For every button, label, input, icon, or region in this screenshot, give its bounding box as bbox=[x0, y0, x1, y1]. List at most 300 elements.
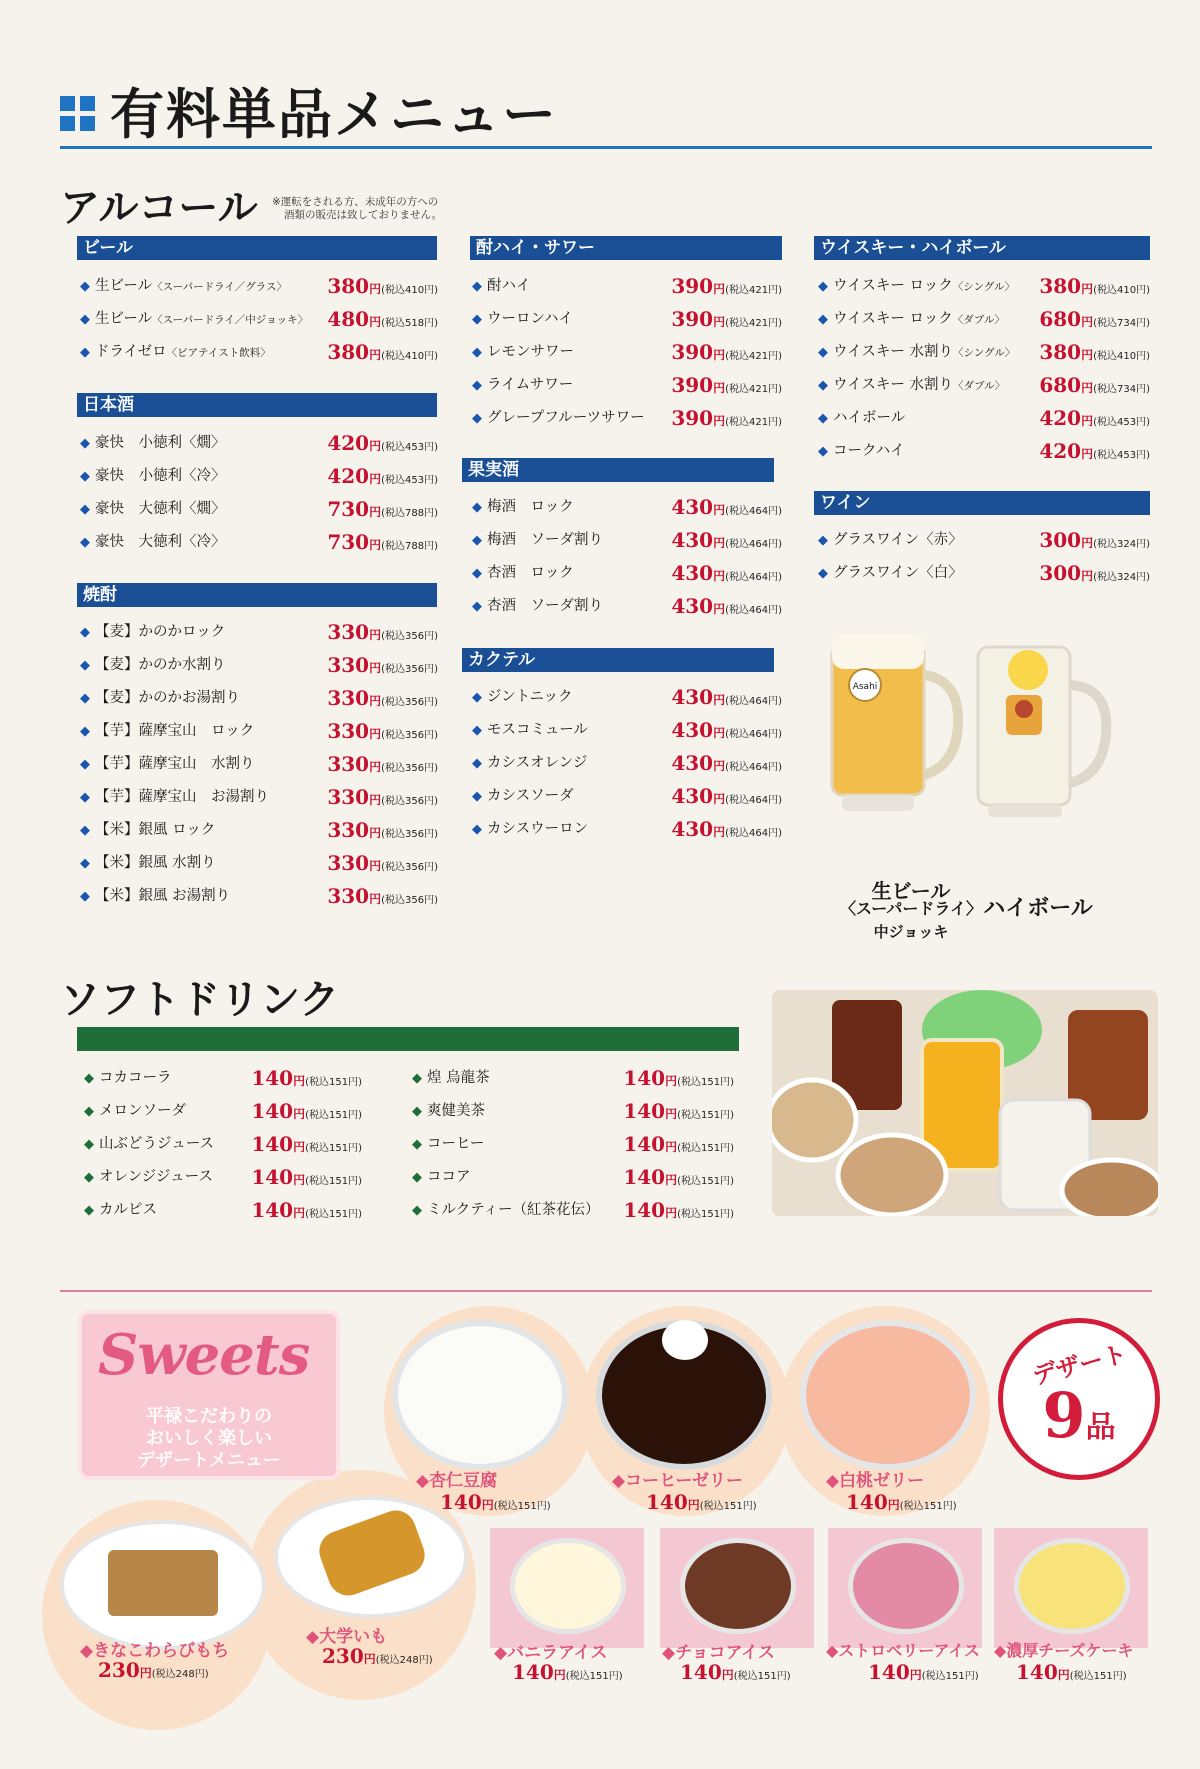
yen-unit: 円 bbox=[713, 693, 726, 707]
bullet-icon: ◆ bbox=[80, 889, 90, 904]
item-price bbox=[327, 526, 438, 563]
tax-included: (税込356円) bbox=[381, 730, 438, 741]
menu-item bbox=[412, 1128, 734, 1161]
yen-unit: 円 bbox=[369, 282, 382, 296]
yen-unit: 円 bbox=[369, 727, 382, 741]
soft-drink-list-1 bbox=[84, 1062, 362, 1227]
yen-unit: 円 bbox=[713, 602, 726, 616]
yen-unit: 円 bbox=[713, 503, 726, 517]
item-name: ココア bbox=[427, 1169, 471, 1185]
item-name: カシスオレンジ bbox=[487, 755, 588, 771]
item-name: カシスソーダ bbox=[487, 788, 574, 804]
menu-item bbox=[80, 303, 438, 336]
photo-caption-beer: 生ビール bbox=[871, 879, 951, 903]
bullet-icon: ◆ bbox=[80, 691, 90, 706]
sweet-price-2 bbox=[646, 1490, 757, 1514]
badge-unit: 品 bbox=[1085, 1410, 1116, 1445]
item-price bbox=[327, 460, 438, 497]
item-price bbox=[671, 813, 782, 850]
tax-included: (税込518円) bbox=[381, 318, 438, 329]
tax-included: (税込788円) bbox=[381, 541, 438, 552]
item-price bbox=[1039, 435, 1150, 472]
tax-included: (税込248円) bbox=[151, 1669, 209, 1680]
tax-included: (税込421円) bbox=[725, 285, 782, 296]
tax-included: (税込464円) bbox=[725, 539, 782, 550]
price-value: 330 bbox=[327, 785, 370, 809]
badge-count bbox=[1003, 1381, 1155, 1463]
item-price bbox=[327, 616, 438, 653]
menu-item bbox=[818, 524, 1150, 557]
menu-item bbox=[818, 303, 1150, 336]
tagline-2: おいしく楽しい bbox=[146, 1428, 272, 1449]
menu-item bbox=[818, 270, 1150, 303]
tax-included: (税込356円) bbox=[381, 697, 438, 708]
yen-unit: 円 bbox=[369, 472, 382, 486]
tax-included: (税込356円) bbox=[381, 631, 438, 642]
menu-item bbox=[80, 880, 438, 913]
notice-line-1: ※運転をされる方、未成年の方への bbox=[272, 196, 439, 208]
bullet-icon: ◆ bbox=[818, 378, 828, 393]
menu-item bbox=[80, 814, 438, 847]
yen-unit: 円 bbox=[369, 439, 382, 453]
bullet-icon: ◆ bbox=[84, 1170, 94, 1185]
soft-drinks-image bbox=[772, 990, 1158, 1216]
bullet-icon: ◆ bbox=[80, 724, 90, 739]
bullet-icon: ◆ bbox=[818, 533, 828, 548]
yen-unit: 円 bbox=[909, 1668, 922, 1682]
tax-included: (税込453円) bbox=[381, 442, 438, 453]
price-value: 140 bbox=[623, 1198, 666, 1222]
item-name: ジントニック bbox=[487, 689, 573, 705]
item-note: 〈シングル〉 bbox=[952, 281, 1015, 293]
bullet-icon: ◆ bbox=[84, 1203, 94, 1218]
item-name: 煌 烏龍茶 bbox=[427, 1070, 490, 1086]
item-note: 〈スーパードライ／中ジョッキ〉 bbox=[152, 314, 309, 326]
tax-included: (税込453円) bbox=[1093, 450, 1150, 461]
yen-unit: 円 bbox=[665, 1173, 678, 1187]
menu-item bbox=[80, 748, 438, 781]
tax-included: (税込151円) bbox=[305, 1209, 362, 1220]
yen-unit: 円 bbox=[139, 1666, 152, 1680]
category-bar-wine: ワイン bbox=[814, 491, 1150, 515]
tax-included: (税込464円) bbox=[725, 828, 782, 839]
item-price bbox=[623, 1062, 734, 1099]
price-value: 730 bbox=[327, 530, 370, 554]
menu-item bbox=[472, 813, 782, 846]
bullet-icon: ◆ bbox=[80, 757, 90, 772]
tax-included: (税込324円) bbox=[1093, 539, 1150, 550]
bullet-icon: ◆ bbox=[818, 566, 828, 581]
yen-unit: 円 bbox=[721, 1668, 734, 1682]
menu-item bbox=[818, 369, 1150, 402]
yen-unit: 円 bbox=[713, 315, 726, 329]
sweets-card bbox=[78, 1310, 340, 1480]
menu-item bbox=[80, 270, 438, 303]
tax-included: (税込464円) bbox=[725, 572, 782, 583]
wine-list bbox=[818, 524, 1150, 590]
daigaku-imo-image bbox=[274, 1496, 468, 1618]
sweet-price-6 bbox=[512, 1660, 623, 1684]
tax-included: (税込151円) bbox=[565, 1671, 623, 1682]
item-price bbox=[327, 814, 438, 851]
yen-unit: 円 bbox=[369, 505, 382, 519]
sweet-price-1 bbox=[440, 1490, 551, 1514]
menu-item bbox=[818, 402, 1150, 435]
item-note: 〈ダブル〉 bbox=[952, 314, 1005, 326]
yen-unit: 円 bbox=[713, 536, 726, 550]
yen-unit: 円 bbox=[369, 628, 382, 642]
price-value: 380 bbox=[327, 340, 370, 364]
bullet-icon: ◆ bbox=[84, 1137, 94, 1152]
yen-unit: 円 bbox=[665, 1140, 678, 1154]
tax-included: (税込421円) bbox=[725, 417, 782, 428]
item-name: 生ビール bbox=[95, 311, 153, 327]
sweet-price-5 bbox=[322, 1644, 433, 1668]
menu-item bbox=[472, 491, 782, 524]
price-value: 300 bbox=[1039, 528, 1082, 552]
item-price bbox=[327, 270, 438, 307]
item-name: グラスワイン〈赤〉 bbox=[833, 532, 963, 548]
price-value: 430 bbox=[671, 817, 714, 841]
item-name: ハイボール bbox=[833, 410, 906, 426]
tax-included: (税込248円) bbox=[375, 1655, 433, 1666]
price-value: 140 bbox=[251, 1099, 294, 1123]
yen-unit: 円 bbox=[369, 892, 382, 906]
sweet-name-8: ◆ストロベリーアイス bbox=[826, 1641, 980, 1660]
tax-included: (税込788円) bbox=[381, 508, 438, 519]
price-value: 380 bbox=[1039, 340, 1082, 364]
bullet-icon: ◆ bbox=[412, 1071, 422, 1086]
menu-item bbox=[412, 1095, 734, 1128]
price-value: 430 bbox=[671, 751, 714, 775]
tax-included: (税込151円) bbox=[1069, 1671, 1127, 1682]
item-note: 〈ダブル〉 bbox=[953, 380, 1006, 392]
grid-icon bbox=[60, 96, 96, 132]
item-name: ウイスキー ロック bbox=[833, 278, 953, 294]
soft-drink-photo bbox=[772, 990, 1158, 1216]
strawberry-tile bbox=[828, 1528, 982, 1648]
soft-drink-bar bbox=[77, 1027, 739, 1051]
menu-item bbox=[80, 493, 438, 526]
tax-included: (税込410円) bbox=[1093, 351, 1150, 362]
price-value: 330 bbox=[327, 719, 370, 743]
yen-unit: 円 bbox=[369, 694, 382, 708]
price-value: 380 bbox=[1039, 274, 1082, 298]
price-value: 330 bbox=[327, 884, 370, 908]
item-name: 【芋】薩摩宝山 水割り bbox=[95, 756, 255, 772]
alcohol-heading: アルコール bbox=[60, 184, 258, 231]
bullet-icon: ◆ bbox=[412, 1203, 422, 1218]
sweets-logo: Sweets bbox=[98, 1322, 310, 1388]
price-value: 680 bbox=[1039, 373, 1082, 397]
bullet-icon: ◆ bbox=[80, 535, 90, 550]
price-value: 430 bbox=[671, 718, 714, 742]
annin-tofu-image bbox=[392, 1320, 568, 1470]
category-bar-whisky: ウイスキー・ハイボール bbox=[814, 236, 1150, 260]
yen-unit: 円 bbox=[369, 793, 382, 807]
tax-included: (税込151円) bbox=[677, 1110, 734, 1121]
item-note: 〈スーパードライ／グラス〉 bbox=[152, 281, 287, 293]
bullet-icon: ◆ bbox=[472, 566, 482, 581]
menu-item bbox=[472, 402, 782, 435]
item-price bbox=[327, 427, 438, 464]
tax-included: (税込356円) bbox=[381, 829, 438, 840]
cocktail-list bbox=[472, 681, 782, 846]
item-name: カルピス bbox=[99, 1202, 157, 1218]
tax-included: (税込464円) bbox=[725, 605, 782, 616]
yen-unit: 円 bbox=[369, 538, 382, 552]
item-name: 爽健美茶 bbox=[427, 1103, 485, 1119]
sweet-name-4: ◆きなこわらびもち bbox=[80, 1641, 230, 1661]
tax-included: (税込151円) bbox=[733, 1671, 791, 1682]
menu-item bbox=[818, 435, 1150, 468]
item-name: 山ぶどうジュース bbox=[99, 1136, 214, 1152]
bullet-icon: ◆ bbox=[80, 279, 90, 294]
peach-jelly-image bbox=[800, 1320, 976, 1470]
price-value: 140 bbox=[251, 1198, 294, 1222]
bullet-icon: ◆ bbox=[80, 502, 90, 517]
menu-item bbox=[80, 847, 438, 880]
menu-item bbox=[472, 557, 782, 590]
bullet-icon: ◆ bbox=[818, 279, 828, 294]
bullet-icon: ◆ bbox=[412, 1170, 422, 1185]
price-value: 390 bbox=[671, 406, 714, 430]
item-name: 杏酒 ロック bbox=[487, 565, 574, 581]
item-price bbox=[671, 780, 782, 817]
yen-unit: 円 bbox=[553, 1668, 566, 1682]
yen-unit: 円 bbox=[713, 792, 726, 806]
price-value: 330 bbox=[327, 851, 370, 875]
dessert-count-badge bbox=[998, 1318, 1160, 1480]
item-price bbox=[671, 590, 782, 627]
bullet-icon: ◆ bbox=[818, 444, 828, 459]
item-name: モスコミュール bbox=[487, 722, 588, 738]
menu-item bbox=[84, 1194, 362, 1227]
price-value: 140 bbox=[623, 1099, 666, 1123]
menu-item bbox=[84, 1062, 362, 1095]
chocolate-tile bbox=[660, 1528, 814, 1648]
price-value: 140 bbox=[623, 1165, 666, 1189]
price-value: 420 bbox=[1039, 439, 1082, 463]
shochu-list bbox=[80, 616, 438, 913]
item-price bbox=[623, 1095, 734, 1132]
item-price bbox=[327, 336, 438, 373]
tax-included: (税込151円) bbox=[677, 1143, 734, 1154]
yen-unit: 円 bbox=[293, 1173, 306, 1187]
tax-included: (税込356円) bbox=[381, 796, 438, 807]
price-value: 140 bbox=[440, 1490, 482, 1514]
item-name: 【麦】かのか水割り bbox=[95, 657, 226, 673]
yen-unit: 円 bbox=[1081, 414, 1094, 428]
tax-included: (税込421円) bbox=[725, 351, 782, 362]
menu-item bbox=[80, 336, 438, 369]
tax-included: (税込421円) bbox=[725, 318, 782, 329]
item-name: ドライゼロ bbox=[95, 344, 167, 360]
menu-item bbox=[80, 526, 438, 559]
category-bar-chuhai: 酎ハイ・サワー bbox=[470, 236, 782, 260]
item-name: ウーロンハイ bbox=[487, 311, 573, 327]
tax-included: (税込410円) bbox=[381, 351, 438, 362]
sweets-tagline bbox=[82, 1406, 336, 1472]
tax-included: (税込410円) bbox=[1093, 285, 1150, 296]
item-price bbox=[671, 402, 782, 439]
price-value: 140 bbox=[251, 1066, 294, 1090]
item-name: ウイスキー 水割り bbox=[833, 344, 954, 360]
tax-included: (税込356円) bbox=[381, 862, 438, 873]
price-value: 430 bbox=[671, 495, 714, 519]
bullet-icon: ◆ bbox=[818, 312, 828, 327]
item-price bbox=[1039, 369, 1150, 406]
price-value: 480 bbox=[327, 307, 370, 331]
menu-item bbox=[472, 270, 782, 303]
bullet-icon: ◆ bbox=[472, 690, 482, 705]
menu-item bbox=[472, 681, 782, 714]
yen-unit: 円 bbox=[665, 1206, 678, 1220]
yen-unit: 円 bbox=[713, 825, 726, 839]
item-price bbox=[327, 493, 438, 530]
price-value: 730 bbox=[327, 497, 370, 521]
item-name: 【麦】かのかお湯割り bbox=[95, 690, 240, 706]
yen-unit: 円 bbox=[293, 1206, 306, 1220]
item-name: 杏酒 ソーダ割り bbox=[487, 598, 603, 614]
price-value: 330 bbox=[327, 653, 370, 677]
bullet-icon: ◆ bbox=[472, 789, 482, 804]
notice-line-2: 酒類の販売は致しておりません。 bbox=[284, 209, 443, 221]
menu-item bbox=[80, 649, 438, 682]
tax-included: (税込151円) bbox=[699, 1501, 757, 1512]
tax-included: (税込151円) bbox=[305, 1143, 362, 1154]
item-price bbox=[1039, 303, 1150, 340]
item-price bbox=[671, 369, 782, 406]
item-name: ライムサワー bbox=[487, 377, 574, 393]
item-price bbox=[623, 1161, 734, 1198]
yen-unit: 円 bbox=[713, 282, 726, 296]
coffee-jelly-image bbox=[596, 1320, 772, 1470]
yen-unit: 円 bbox=[1081, 569, 1094, 583]
price-value: 140 bbox=[1016, 1660, 1058, 1684]
sweet-price-9 bbox=[1016, 1660, 1127, 1684]
item-price bbox=[251, 1062, 362, 1099]
bullet-icon: ◆ bbox=[80, 658, 90, 673]
tax-included: (税込151円) bbox=[493, 1501, 551, 1512]
tax-included: (税込151円) bbox=[921, 1671, 979, 1682]
bullet-icon: ◆ bbox=[472, 599, 482, 614]
item-name: 豪快 小徳利〈燗〉 bbox=[95, 435, 226, 451]
menu-item bbox=[412, 1194, 734, 1227]
yen-unit: 円 bbox=[665, 1107, 678, 1121]
menu-item bbox=[80, 427, 438, 460]
bullet-icon: ◆ bbox=[80, 436, 90, 451]
item-price bbox=[327, 880, 438, 917]
price-value: 230 bbox=[322, 1644, 364, 1668]
yen-unit: 円 bbox=[369, 826, 382, 840]
item-price bbox=[1039, 524, 1150, 561]
category-bar-shochu: 焼酎 bbox=[77, 583, 437, 607]
tax-included: (税込410円) bbox=[381, 285, 438, 296]
yen-unit: 円 bbox=[369, 760, 382, 774]
tax-included: (税込464円) bbox=[725, 795, 782, 806]
item-price bbox=[251, 1161, 362, 1198]
price-value: 140 bbox=[623, 1132, 666, 1156]
yen-unit: 円 bbox=[713, 569, 726, 583]
menu-item bbox=[84, 1128, 362, 1161]
tagline-1: 平禄こだわりの bbox=[146, 1406, 272, 1427]
price-value: 330 bbox=[327, 818, 370, 842]
item-name: 【麦】かのかロック bbox=[95, 624, 226, 640]
item-name: グラスワイン〈白〉 bbox=[833, 565, 963, 581]
tax-included: (税込464円) bbox=[725, 506, 782, 517]
menu-item bbox=[84, 1161, 362, 1194]
bullet-icon: ◆ bbox=[84, 1071, 94, 1086]
bullet-icon: ◆ bbox=[80, 345, 90, 360]
bullet-icon: ◆ bbox=[80, 625, 90, 640]
item-price bbox=[327, 781, 438, 818]
soft-drink-list-2 bbox=[412, 1062, 734, 1227]
tax-included: (税込151円) bbox=[677, 1176, 734, 1187]
bullet-icon: ◆ bbox=[472, 500, 482, 515]
menu-item bbox=[80, 715, 438, 748]
menu-item bbox=[472, 336, 782, 369]
bullet-icon: ◆ bbox=[472, 378, 482, 393]
category-bar-cocktail: カクテル bbox=[462, 648, 774, 672]
menu-item bbox=[472, 780, 782, 813]
price-value: 390 bbox=[671, 307, 714, 331]
vanilla-tile bbox=[490, 1528, 644, 1648]
category-bar-fruit: 果実酒 bbox=[462, 458, 774, 482]
page-header bbox=[60, 78, 1152, 150]
item-name: 生ビール bbox=[95, 278, 153, 294]
item-price bbox=[327, 303, 438, 340]
item-price bbox=[671, 524, 782, 561]
item-price bbox=[327, 847, 438, 884]
bullet-icon: ◆ bbox=[818, 411, 828, 426]
item-price bbox=[327, 649, 438, 686]
item-note: 〈ビアテイスト飲料〉 bbox=[166, 347, 271, 359]
item-name: ウイスキー 水割り bbox=[833, 377, 954, 393]
yen-unit: 円 bbox=[1081, 315, 1094, 329]
svg-text:Asahi: Asahi bbox=[852, 682, 878, 692]
item-name: 【米】銀風 水割り bbox=[95, 855, 216, 871]
yen-unit: 円 bbox=[369, 315, 382, 329]
item-price bbox=[671, 557, 782, 594]
price-value: 230 bbox=[98, 1658, 140, 1682]
item-price bbox=[671, 681, 782, 718]
sweet-name-3: ◆白桃ゼリー bbox=[826, 1471, 925, 1491]
sweet-name-7: ◆チョコアイス bbox=[662, 1643, 775, 1663]
bullet-icon: ◆ bbox=[472, 345, 482, 360]
photo-caption-beer-size: 中ジョッキ bbox=[873, 923, 949, 941]
menu-item bbox=[80, 616, 438, 649]
price-value: 430 bbox=[671, 594, 714, 618]
yen-unit: 円 bbox=[369, 348, 382, 362]
bullet-icon: ◆ bbox=[472, 411, 482, 426]
item-name: コークハイ bbox=[833, 443, 905, 459]
bullet-icon: ◆ bbox=[818, 345, 828, 360]
price-value: 420 bbox=[327, 464, 370, 488]
drink-photos bbox=[820, 625, 1160, 945]
caption-super-dry: スーパードライ bbox=[856, 899, 966, 918]
tax-included: (税込356円) bbox=[381, 763, 438, 774]
bullet-icon: ◆ bbox=[472, 822, 482, 837]
item-price bbox=[251, 1128, 362, 1165]
photo-caption-beer-sub: 〈スーパードライ〉 bbox=[840, 899, 982, 918]
tax-included: (税込421円) bbox=[725, 384, 782, 395]
item-name: カシスウーロン bbox=[487, 821, 589, 837]
yen-unit: 円 bbox=[713, 381, 726, 395]
tax-included: (税込151円) bbox=[677, 1077, 734, 1088]
yen-unit: 円 bbox=[687, 1498, 700, 1512]
price-value: 430 bbox=[671, 784, 714, 808]
